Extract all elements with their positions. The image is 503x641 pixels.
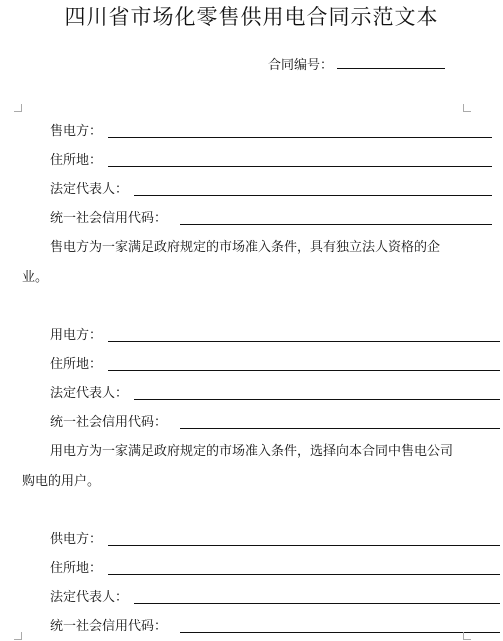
supplier-address-field[interactable] (50, 561, 102, 577)
contract-number (268, 56, 445, 74)
seller-legal-rep-field[interactable] (50, 182, 128, 198)
field-label: 售电方： (50, 124, 103, 139)
seller-credit-code-field[interactable] (50, 211, 167, 227)
fill-line (108, 370, 500, 371)
user-description: 用电方为一家满足政府规定的市场准入条件，选择向本合同中售电公司购电的用户。 (22, 444, 454, 489)
field-label: 统一社会信用代码： (50, 619, 168, 634)
fill-line (108, 166, 492, 167)
user-credit-code-field[interactable] (50, 415, 167, 431)
fill-line (108, 341, 500, 342)
seller-description: 售电方为一家满足政府规定的市场准入条件，具有独立法人资格的企业。 (22, 240, 441, 285)
crop-mark-top-left (14, 104, 22, 112)
supplier-legal-rep-field[interactable] (50, 590, 128, 606)
fill-line (108, 574, 500, 575)
fill-line (134, 195, 492, 196)
document-title: 四川省市场化零售供用电合同示范文本 (64, 5, 439, 29)
crop-mark-bottom-left (14, 632, 22, 640)
field-label: 法定代表人： (50, 386, 129, 401)
contract-number-blank[interactable] (337, 56, 445, 69)
fill-line (180, 428, 500, 429)
fill-line (180, 224, 492, 225)
field-label: 法定代表人： (50, 182, 129, 197)
supplier-name-field[interactable] (50, 532, 102, 548)
user-address-field[interactable] (50, 357, 102, 373)
fill-line (134, 603, 500, 604)
seller-name-field[interactable] (50, 124, 102, 140)
field-label: 统一社会信用代码： (50, 415, 168, 430)
crop-mark-bottom-right (463, 632, 471, 640)
user-name-field[interactable] (50, 328, 102, 344)
field-label: 住所地： (50, 357, 103, 372)
supplier-credit-code-field[interactable] (50, 619, 167, 635)
field-label: 统一社会信用代码： (50, 211, 168, 226)
contract-number-label: 合同编号： (268, 58, 334, 73)
fill-line (108, 137, 492, 138)
field-label: 住所地： (50, 561, 103, 576)
fill-line (134, 399, 500, 400)
fill-line (180, 632, 500, 633)
seller-address-field[interactable] (50, 153, 102, 169)
user-legal-rep-field[interactable] (50, 386, 128, 402)
field-label: 住所地： (50, 153, 103, 168)
crop-mark-top-right (463, 104, 471, 112)
field-label: 供电方： (50, 532, 103, 547)
fill-line (108, 545, 500, 546)
field-label: 法定代表人： (50, 590, 129, 605)
field-label: 用电方： (50, 328, 103, 343)
